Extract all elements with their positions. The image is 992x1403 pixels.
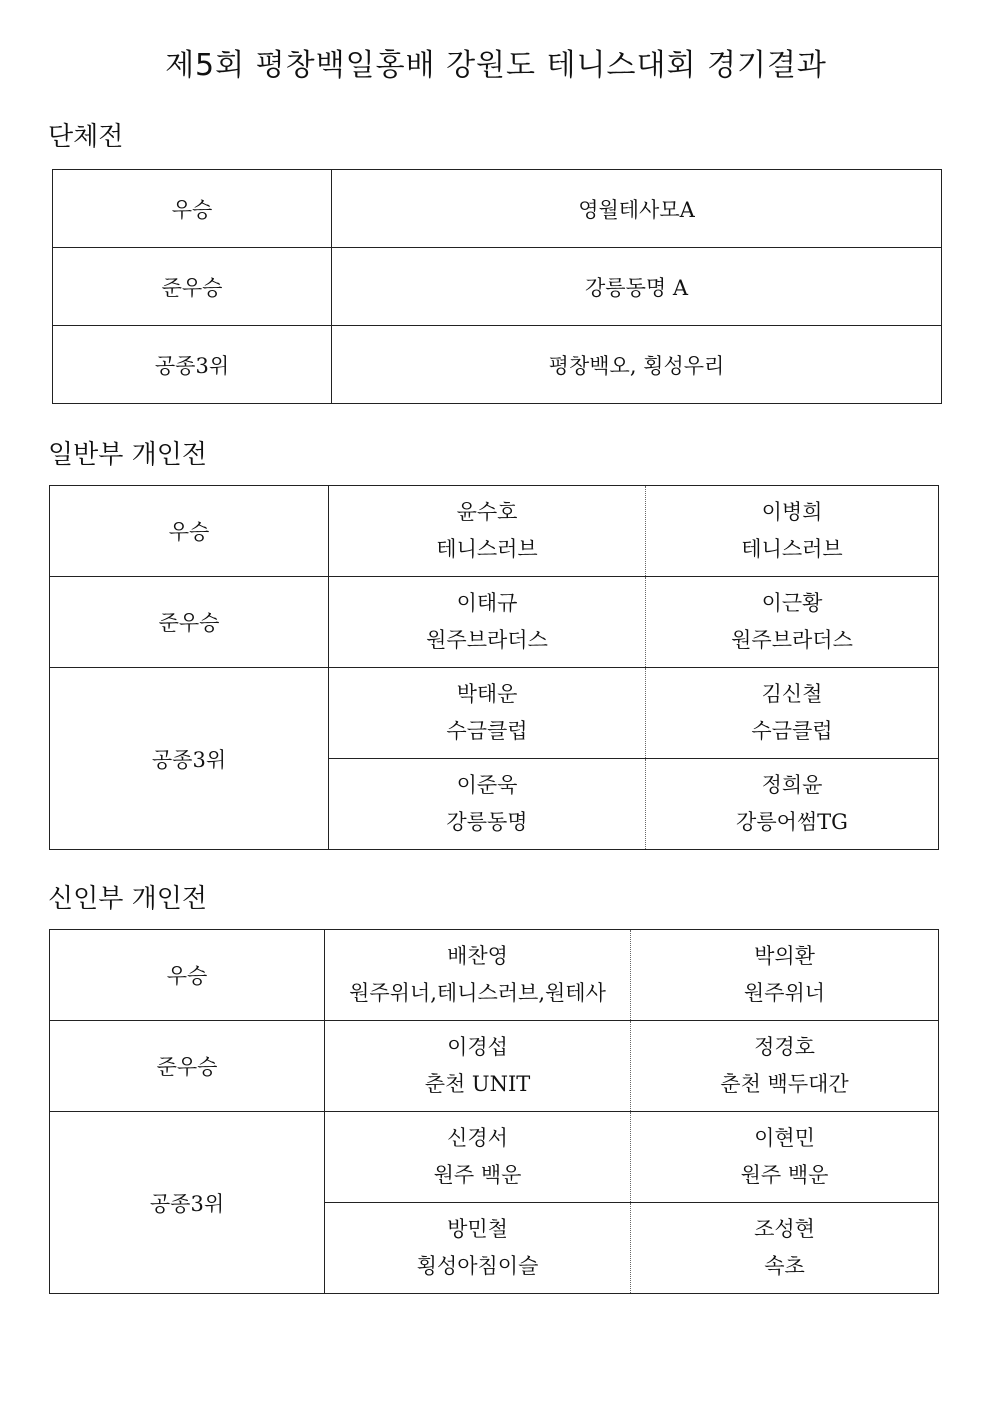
player-club: 테니스러브 bbox=[741, 537, 843, 561]
player-cell bbox=[325, 1021, 631, 1112]
player-name: 이경섭 bbox=[447, 1035, 508, 1059]
player-name: 조성현 bbox=[754, 1217, 815, 1241]
table-row bbox=[50, 577, 939, 668]
rank-label: 공종3위 bbox=[50, 668, 329, 850]
player-cell bbox=[329, 668, 646, 759]
player-name: 배찬영 bbox=[447, 944, 508, 968]
rank-label: 공종3위 bbox=[50, 1112, 325, 1294]
player-name: 이태규 bbox=[456, 591, 518, 615]
team-name: 강릉동명 A bbox=[332, 248, 942, 326]
table-row bbox=[50, 668, 939, 759]
player-cell bbox=[325, 1203, 631, 1294]
player-cell bbox=[646, 577, 939, 668]
player-club: 수금클럽 bbox=[446, 719, 528, 743]
team-results-table bbox=[52, 169, 942, 404]
player-club: 원주위너 bbox=[743, 981, 826, 1005]
player-name: 이근황 bbox=[761, 591, 823, 615]
rank-label: 우승 bbox=[53, 170, 332, 248]
player-cell bbox=[646, 486, 939, 577]
team-name: 영월테사모A bbox=[332, 170, 942, 248]
player-cell bbox=[631, 1112, 939, 1203]
player-club: 원주 백운 bbox=[740, 1163, 829, 1187]
table-row bbox=[50, 1021, 939, 1112]
rank-label: 준우승 bbox=[50, 577, 329, 668]
player-club: 강릉어썸TG bbox=[736, 810, 848, 834]
table-row bbox=[53, 170, 942, 248]
general-section-heading: 일반부 개인전 bbox=[48, 440, 207, 470]
player-name: 정경호 bbox=[754, 1035, 815, 1059]
player-name: 김신철 bbox=[761, 682, 823, 706]
table-row bbox=[53, 326, 942, 404]
player-club: 속초 bbox=[764, 1254, 805, 1278]
rank-label: 공종3위 bbox=[53, 326, 332, 404]
table-row bbox=[50, 930, 939, 1021]
player-club: 원주브라더스 bbox=[426, 628, 548, 652]
player-name: 박의환 bbox=[754, 944, 815, 968]
player-club: 테니스러브 bbox=[436, 537, 538, 561]
player-name: 윤수호 bbox=[456, 500, 518, 524]
page-title: 제5회 평창백일홍배 강원도 테니스대회 경기결과 bbox=[165, 48, 827, 83]
rank-label: 우승 bbox=[50, 930, 325, 1021]
table-row bbox=[50, 1112, 939, 1203]
player-name: 방민철 bbox=[447, 1217, 508, 1241]
player-club: 강릉동명 bbox=[446, 810, 528, 834]
player-cell bbox=[631, 930, 939, 1021]
player-club: 원주브라더스 bbox=[731, 628, 853, 652]
player-cell bbox=[329, 577, 646, 668]
player-club: 춘천 UNIT bbox=[424, 1072, 531, 1096]
rank-label: 준우승 bbox=[53, 248, 332, 326]
player-name: 박태운 bbox=[456, 682, 518, 706]
player-cell bbox=[631, 1021, 939, 1112]
general-results-table bbox=[49, 485, 939, 850]
team-name: 평창백오, 횡성우리 bbox=[332, 326, 942, 404]
rookie-results-table bbox=[49, 929, 939, 1294]
player-name: 이준욱 bbox=[456, 773, 518, 797]
team-section-heading: 단체전 bbox=[48, 122, 124, 152]
player-club: 수금클럽 bbox=[751, 719, 833, 743]
player-club: 춘천 백두대간 bbox=[720, 1072, 849, 1096]
table-row bbox=[53, 248, 942, 326]
rank-label: 준우승 bbox=[50, 1021, 325, 1112]
rank-label: 우승 bbox=[50, 486, 329, 577]
player-cell bbox=[325, 1112, 631, 1203]
player-cell bbox=[631, 1203, 939, 1294]
player-cell bbox=[329, 759, 646, 850]
rookie-section-heading: 신인부 개인전 bbox=[48, 884, 207, 914]
player-cell bbox=[646, 759, 939, 850]
player-name: 이현민 bbox=[754, 1126, 815, 1150]
table-row bbox=[50, 486, 939, 577]
player-name: 이병희 bbox=[761, 500, 823, 524]
player-club: 원주위너,테니스러브,원테사 bbox=[349, 981, 606, 1005]
player-club: 원주 백운 bbox=[433, 1163, 522, 1187]
player-name: 정희윤 bbox=[761, 773, 823, 797]
player-club: 횡성아침이슬 bbox=[416, 1254, 539, 1278]
player-name: 신경서 bbox=[447, 1126, 508, 1150]
player-cell bbox=[325, 930, 631, 1021]
player-cell bbox=[329, 486, 646, 577]
player-cell bbox=[646, 668, 939, 759]
